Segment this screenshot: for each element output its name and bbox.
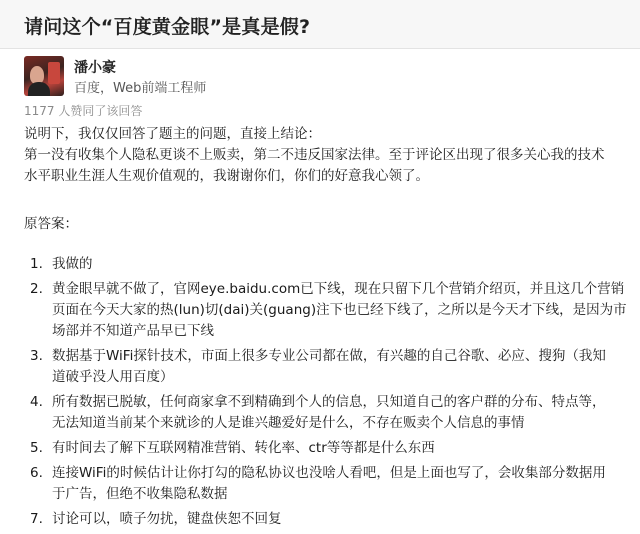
vote-count[interactable]: 1177 人赞同了该回答: [24, 104, 143, 118]
list-line: 我做的: [52, 256, 93, 272]
list-number: 3.: [30, 348, 43, 364]
list-item: [24, 254, 624, 275]
list-line: 无法知道当前某个来就诊的人是谁兴趣爱好是什么，不存在贩卖个人信息的事情: [52, 415, 525, 431]
original-answer-heading: 原答案：: [24, 216, 78, 232]
list-line: 道破乎没人用百度）: [52, 369, 174, 385]
list-item: [24, 438, 624, 459]
list-item: [24, 509, 624, 530]
list-number: 4.: [30, 394, 43, 410]
list-line: 有时间去了解下互联网精准营销、转化率、ctr等等都是什么东西: [52, 440, 435, 456]
list-line: 场部并不知道产品早已下线: [52, 323, 214, 339]
intro-line: 第一没有收集个人隐私更谈不上贩卖，第二不违反国家法律。至于评论区出现了很多关心我的技术: [24, 147, 605, 163]
author-bio: 百度，Web前端工程师: [74, 81, 207, 96]
list-line: 讨论可以，喷子勿扰，键盘侠恕不回复: [52, 511, 282, 527]
intro-line: 说明下，我仅仅回答了题主的问题，直接上结论：: [24, 126, 321, 142]
author-info: [24, 56, 624, 96]
list-number: 2.: [30, 281, 43, 297]
answer-intro: [24, 124, 624, 187]
list-line: 所有数据已脱敏，任何商家拿不到精确到个人的信息，只知道自己的客户群的分布、特点等，: [52, 394, 606, 410]
question-header: [0, 0, 640, 49]
list-item: [24, 346, 624, 388]
list-number: 5.: [30, 440, 43, 456]
list-line: 页面在今天大家的热(lun)切(dai)关(guang)注下也已经下线了，之所以是今天才下线，是因为市: [52, 302, 627, 318]
list-line: 黄金眼早就不做了，官网eye.baidu.com已下线，现在只留下几个营销介绍页，并且这几个营销: [52, 281, 625, 297]
intro-line: 水平职业生涯人生观价值观的，我谢谢你们，你们的好意我心领了。: [24, 168, 429, 184]
list-line: 数据基于WiFi探针技术，市面上很多专业公司都在做，有兴趣的自己谷歌、必应、搜狗（我知: [52, 348, 606, 364]
list-number: 6.: [30, 465, 43, 481]
list-line: 于广告，但绝不收集隐私数据: [52, 486, 228, 502]
author-avatar[interactable]: [24, 56, 64, 96]
list-number: 1.: [30, 256, 43, 272]
list-item: [24, 392, 624, 434]
list-number: 7.: [30, 511, 43, 527]
list-item: [24, 279, 627, 342]
list-item: [24, 463, 624, 505]
answer-list: [24, 254, 627, 534]
list-line: 连接WiFi的时候估计让你打勾的隐私协议也没啥人看吧，但是上面也写了，会收集部分数据用: [52, 465, 606, 481]
author-name[interactable]: 潘小豪: [74, 60, 116, 76]
question-title[interactable]: 请问这个“百度黄金眼”是真是假?: [24, 16, 311, 38]
